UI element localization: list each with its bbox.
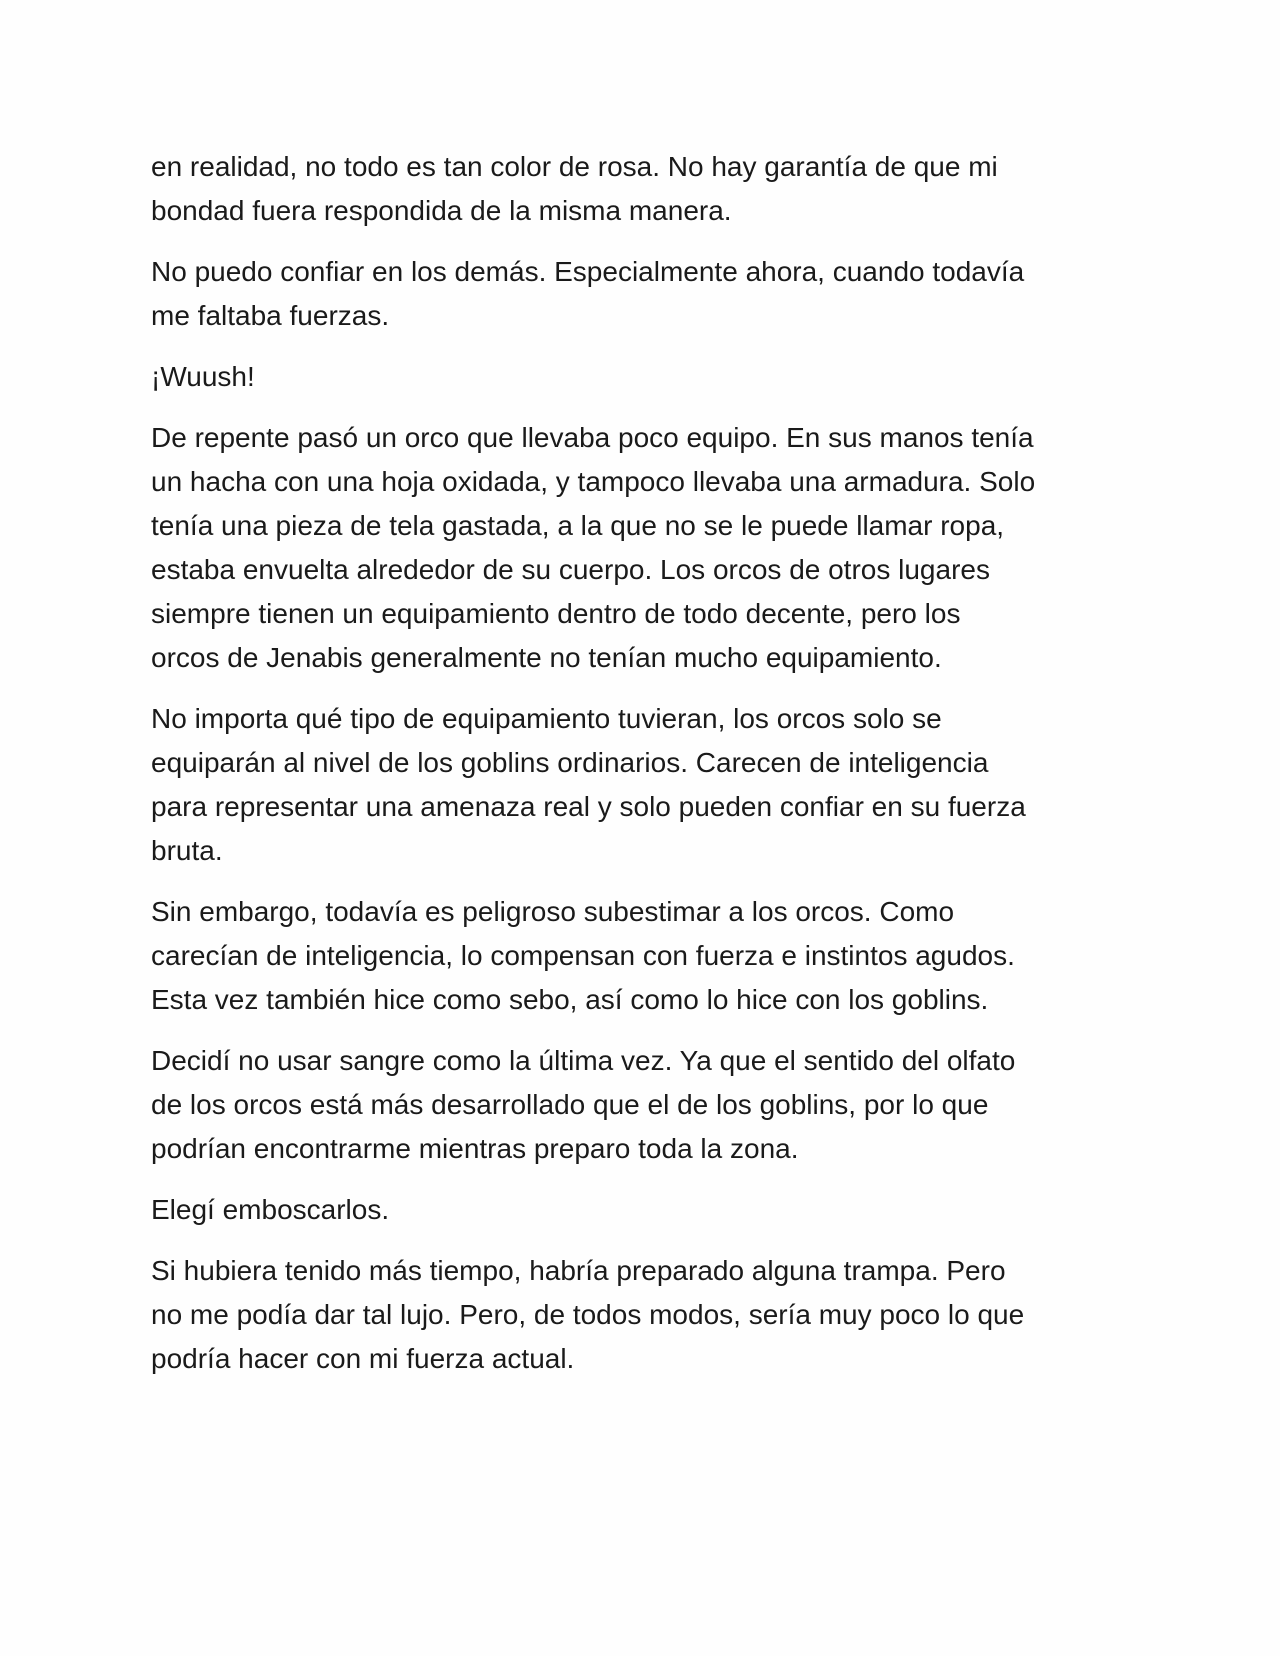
text-line: equiparán al nivel de los goblins ordinarios. Carecen de inteligencia: [151, 747, 989, 778]
text-line: No puedo confiar en los demás. Especialmente ahora, cuando todavía: [151, 256, 1025, 287]
text-line: Elegí emboscarlos.: [151, 1194, 390, 1225]
text-line: Sin embargo, todavía es peligroso subestimar a los orcos. Como: [151, 896, 955, 927]
paragraph: [151, 1249, 1131, 1381]
text-line: Si hubiera tenido más tiempo, habría preparado alguna trampa. Pero: [151, 1255, 1006, 1286]
text-line: Esta vez también hice como sebo, así como lo hice con los goblins.: [151, 984, 989, 1015]
text-line: tenía una pieza de tela gastada, a la que no se le puede llamar ropa,: [151, 510, 1005, 541]
document-text-body: [151, 145, 1131, 1398]
text-line: bruta.: [151, 835, 223, 866]
text-line: para representar una amenaza real y solo pueden confiar en su fuerza: [151, 791, 1026, 822]
text-line: estaba envuelta alrededor de su cuerpo. Los orcos de otros lugares: [151, 554, 990, 585]
text-line: Decidí no usar sangre como la última vez. Ya que el sentido del olfato: [151, 1045, 1016, 1076]
text-line: no me podía dar tal lujo. Pero, de todos modos, sería muy poco lo que: [151, 1299, 1025, 1330]
text-line: ¡Wuush!: [151, 361, 255, 392]
paragraph: [151, 355, 1131, 399]
text-line: bondad fuera respondida de la misma manera.: [151, 195, 732, 226]
text-line: podrían encontrarme mientras preparo toda la zona.: [151, 1133, 799, 1164]
text-line: me faltaba fuerzas.: [151, 300, 390, 331]
text-line: podría hacer con mi fuerza actual.: [151, 1343, 575, 1374]
paragraph: [151, 416, 1131, 680]
paragraph: [151, 145, 1131, 233]
paragraph: [151, 1188, 1131, 1232]
paragraph: [151, 697, 1131, 873]
text-line: siempre tienen un equipamiento dentro de todo decente, pero los: [151, 598, 961, 629]
text-line: de los orcos está más desarrollado que el de los goblins, por lo que: [151, 1089, 989, 1120]
text-line: en realidad, no todo es tan color de rosa. No hay garantía de que mi: [151, 151, 998, 182]
paragraph: [151, 1039, 1131, 1171]
text-line: No importa qué tipo de equipamiento tuvieran, los orcos solo se: [151, 703, 942, 734]
paragraph: [151, 890, 1131, 1022]
text-line: carecían de inteligencia, lo compensan con fuerza e instintos agudos.: [151, 940, 1015, 971]
text-line: De repente pasó un orco que llevaba poco equipo. En sus manos tenía: [151, 422, 1034, 453]
text-line: orcos de Jenabis generalmente no tenían mucho equipamiento.: [151, 642, 942, 673]
text-line: un hacha con una hoja oxidada, y tampoco llevaba una armadura. Solo: [151, 466, 1036, 497]
paragraph: [151, 250, 1131, 338]
